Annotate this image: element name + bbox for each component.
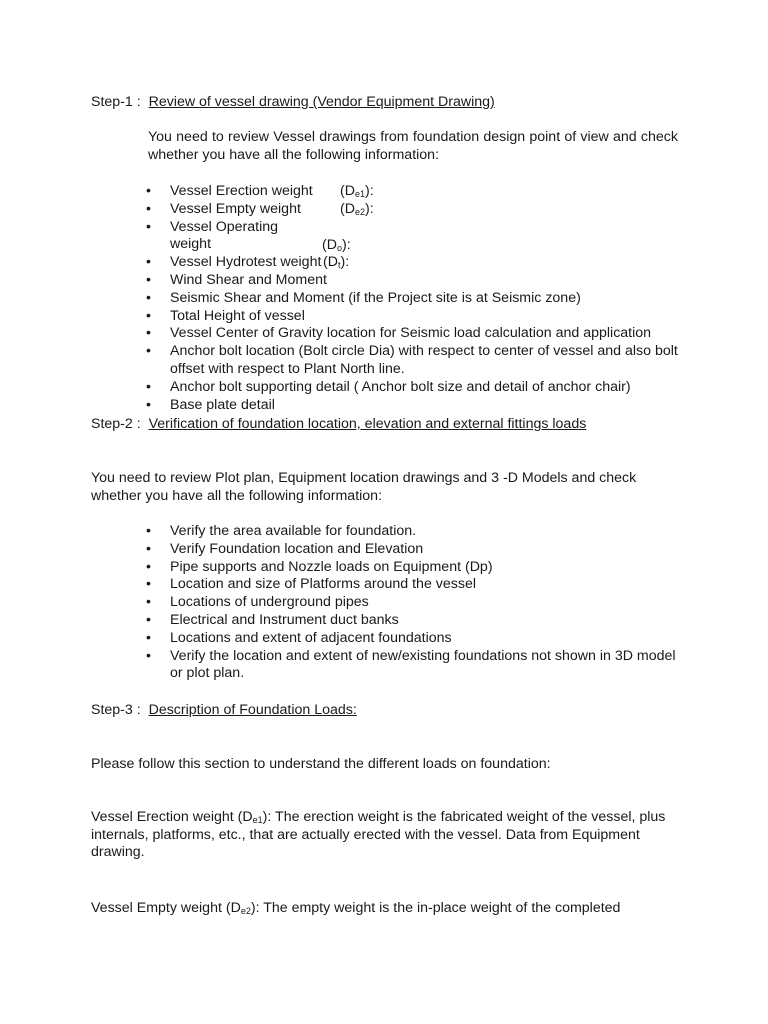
list-item-text: Seismic Shear and Moment (if the Project site is at Seismic zone) — [170, 289, 581, 306]
step-2-list — [146, 523, 686, 683]
bullet: • — [146, 540, 151, 557]
step-1-label: Step-1 : — [91, 94, 141, 110]
bullet: • — [146, 558, 151, 575]
step-2-title: Verification of foundation location, elevation and external fittings loads — [148, 416, 587, 432]
list-item-text: Locations and extent of adjacent foundations — [170, 629, 452, 646]
step-3-title: Description of Foundation Loads: — [148, 702, 357, 718]
erection-weight-paragraph — [91, 809, 681, 862]
list-item-text: Vessel Operating weight — [170, 218, 279, 253]
symbol-tail: ): — [340, 254, 350, 271]
list-item-text: Anchor bolt supporting detail ( Anchor bolt size and detail of anchor chair) — [170, 378, 631, 395]
symbol: D — [327, 254, 338, 271]
bullet: • — [146, 594, 151, 611]
symbol: D — [344, 183, 355, 199]
bullet: • — [146, 183, 151, 199]
list-item-text: Vessel Center of Gravity location for Seismic load calculation and application — [170, 325, 652, 342]
bullet: • — [146, 271, 151, 288]
step-1-intro: You need to review Vessel drawings from foundation design point of view and check whether you have all the following information: — [148, 129, 678, 163]
list-item-text: Location and size of Platforms around the vessel — [170, 576, 476, 593]
list-item — [146, 379, 686, 397]
empty-weight-head: Vessel Empty weight (D — [91, 900, 241, 916]
empty-weight-sub: e2 — [240, 906, 251, 916]
symbol-tail: ): — [342, 236, 351, 253]
symbol-subscript: e2 — [354, 206, 365, 217]
list-item-text: Pipe supports and Nozzle loads on Equipment (Dp) — [170, 558, 493, 575]
list-item-text: Electrical and Instrument duct banks — [170, 611, 399, 628]
bullet: • — [146, 325, 151, 342]
step-1-list — [146, 183, 686, 414]
list-item — [146, 523, 686, 541]
list-item — [146, 272, 686, 290]
list-item-text: Wind Shear and Moment — [170, 271, 327, 288]
symbol-subscript: e1 — [354, 189, 365, 199]
step-3-intro: Please follow this section to understand the different loads on foundation: — [91, 756, 551, 772]
step-1-title: Review of vessel drawing (Vendor Equipment Drawing) — [148, 94, 495, 110]
list-item-text: Anchor bolt location (Bolt circle Dia) with respect to center of vessel and also bolt offset with respect to Plant North line. — [170, 343, 678, 377]
step-3-heading — [91, 702, 357, 720]
bullet: • — [146, 378, 151, 395]
list-item — [146, 576, 686, 594]
list-item: • Vessel Operating weight $(D_o)$: — [146, 218, 351, 253]
symbol: D — [326, 236, 337, 253]
empty-weight-paragraph — [91, 900, 681, 918]
bullet: • — [146, 647, 151, 664]
bullet: • — [146, 576, 151, 593]
list-item — [146, 559, 686, 577]
bullet: • — [146, 523, 151, 539]
list-item: • Vessel Hydrotest weight $(D_t)$: — [146, 254, 350, 271]
list-item — [146, 541, 686, 559]
bullet: • — [146, 611, 151, 628]
step-1-heading — [91, 94, 495, 112]
bullet: • — [146, 629, 151, 646]
list-item-text: Vessel Empty weight — [170, 200, 301, 217]
list-item — [146, 308, 686, 326]
bullet: • — [146, 218, 151, 235]
list-item — [146, 343, 686, 379]
list-item-text: Verify the area available for foundation. — [170, 523, 417, 539]
bullet: • — [146, 307, 151, 324]
list-item — [146, 612, 686, 630]
list-item-text: Vessel Erection weight — [170, 183, 313, 199]
list-item-text: Verify the location and extent of new/existing foundations not shown in 3D model or plot plan. — [170, 647, 676, 682]
step-3-label: Step-3 : — [91, 702, 141, 718]
list-item-text: Base plate detail — [170, 396, 275, 413]
symbol-tail: ): — [365, 183, 374, 199]
bullet: • — [146, 396, 151, 413]
symbol: D — [344, 200, 355, 217]
list-item — [146, 630, 686, 648]
list-item — [146, 325, 686, 343]
list-item: • Vessel Empty weight $(D_{e2})$: — [146, 200, 374, 217]
list-item-text: Locations of underground pipes — [170, 594, 369, 611]
symbol-tail: ): — [365, 200, 374, 217]
list-item: • Vessel Erection weight $(D_{e1})$: — [146, 183, 374, 199]
list-item — [146, 290, 686, 308]
erection-weight-sub: e1 — [252, 815, 263, 825]
step-2-label: Step-2 : — [91, 416, 141, 432]
list-item-text: Total Height of vessel — [170, 307, 305, 324]
erection-weight-head: Vessel Erection weight (D — [91, 809, 253, 825]
list-item-text: Verify Foundation location and Elevation — [170, 540, 424, 557]
step-2-heading — [91, 416, 586, 434]
list-item — [146, 397, 686, 415]
empty-weight-body: ): The empty weight is the in-place weight of the completed — [250, 900, 621, 916]
bullet: • — [146, 343, 151, 360]
list-item — [146, 594, 686, 612]
erection-weight-body: ): The erection weight is the fabricated weight of the vessel, plus internals, platforms, etc., that are actually erected with the vessel. Data from Equipment drawing. — [91, 809, 666, 860]
bullet: • — [146, 289, 151, 306]
bullet: • — [146, 200, 151, 217]
list-item-text: Vessel Hydrotest weight — [170, 254, 322, 271]
symbol-subscript: t — [337, 260, 341, 271]
step-2-intro: You need to review Plot plan, Equipment location drawings and 3 -D Models and check whether you have all the following information: — [91, 470, 637, 504]
symbol-subscript: o — [336, 242, 342, 253]
list-item — [146, 648, 686, 684]
bullet: • — [146, 254, 151, 271]
